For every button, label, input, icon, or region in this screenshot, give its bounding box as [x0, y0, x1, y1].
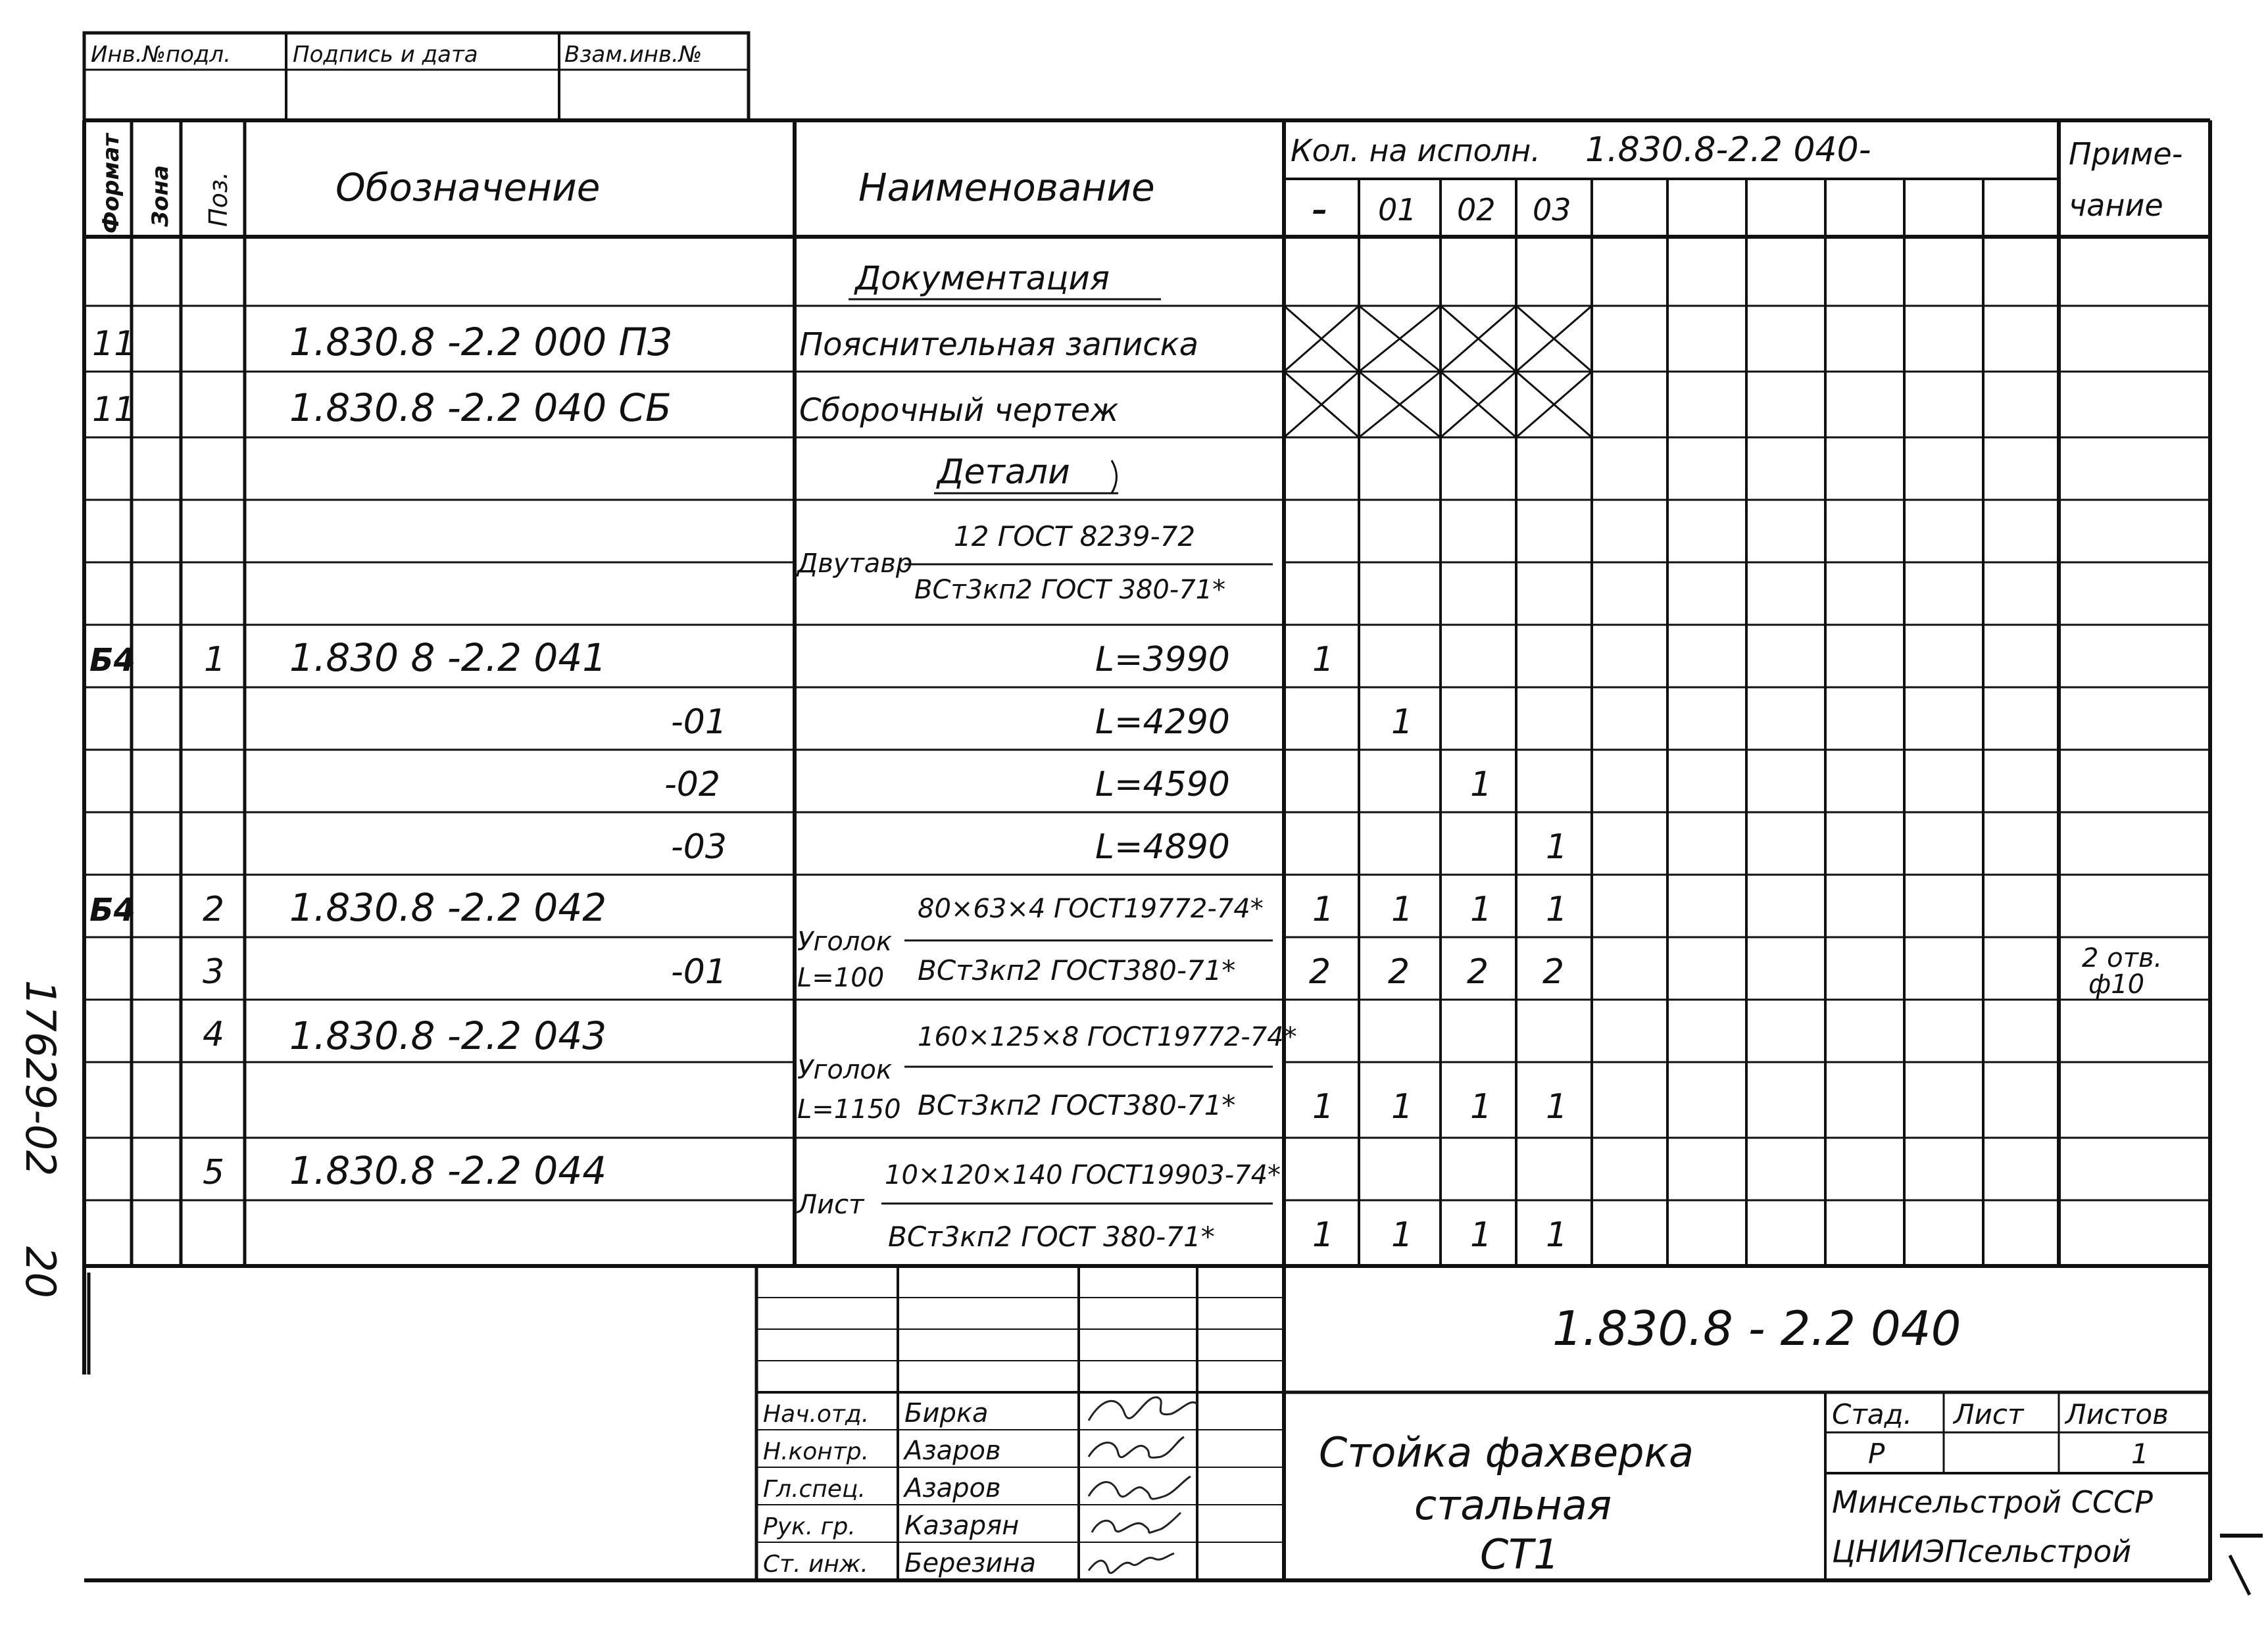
- header-note-line2: чание: [2069, 187, 2163, 223]
- part1b-suffix: -02: [664, 765, 720, 804]
- angle2-length: L=1150: [797, 1094, 901, 1125]
- stamp-signature-date-label: Подпись и дата: [293, 41, 478, 68]
- drawing-title-line3: СТ1: [1480, 1530, 1560, 1578]
- angle1-profile: 80×63×4 ГОСТ19772-74*: [918, 894, 1264, 924]
- part1a-length: L=4290: [1095, 702, 1230, 742]
- ibeam-profile: 12 ГОСТ 8239-72: [954, 520, 1196, 552]
- part5-designation: 1.830.8 -2.2 044: [289, 1148, 607, 1193]
- header-name: Наименование: [858, 165, 1155, 210]
- signatures: [1089, 1398, 1197, 1573]
- part1-qty-base: 1: [1312, 640, 1335, 679]
- part1-length: L=3990: [1095, 640, 1230, 679]
- part4-designation: 1.830.8 -2.2 043: [289, 1013, 607, 1058]
- angle1-steel: ВСт3кп2 ГОСТ380-71*: [918, 954, 1236, 986]
- header-format: Формат: [98, 134, 124, 233]
- part3-qty-base: 2: [1309, 952, 1331, 992]
- part1b-length: L=4590: [1095, 765, 1230, 804]
- part4-position: 4: [203, 1015, 225, 1054]
- role-chief-specialist: Гл.спец.: [763, 1476, 866, 1503]
- signature-3: [1089, 1476, 1191, 1499]
- doc2-designation: 1.830.8 -2.2 040 СБ: [289, 385, 672, 430]
- sheet-size: 10×120×140 ГОСТ19903-74*: [885, 1160, 1281, 1190]
- header-position: Поз.: [204, 171, 233, 227]
- part3-qty-03: 2: [1542, 952, 1565, 992]
- section-title-parts: Детали: [937, 452, 1070, 492]
- margin-archive-stamp: [16, 980, 89, 1375]
- part2-format: Б4: [89, 892, 136, 929]
- doc1-format: 11: [92, 324, 136, 364]
- part4-qty-01: 1: [1391, 1087, 1414, 1127]
- archive-code: 17629-02: [16, 980, 64, 1177]
- part1a-qty-01: 1: [1391, 702, 1414, 742]
- part5-qty-02: 1: [1470, 1215, 1492, 1255]
- header-variant-03: 03: [1533, 192, 1571, 228]
- doc1-designation: 1.830.8 -2.2 000 ПЗ: [289, 320, 672, 364]
- part2-position: 2: [203, 890, 225, 929]
- stage-value: Р: [1868, 1438, 1885, 1470]
- part5-qty-01: 1: [1391, 1215, 1414, 1255]
- part2-qty-base: 1: [1312, 890, 1335, 929]
- ibeam-label: Двутавр: [797, 548, 913, 579]
- role-group-leader: Рук. гр.: [763, 1513, 856, 1540]
- part1c-qty-03: 1: [1546, 827, 1568, 867]
- title-block: [756, 1266, 2210, 1580]
- doc1-name: Пояснительная записка: [799, 326, 1199, 363]
- role-standards-control: Н.контр.: [763, 1438, 870, 1465]
- drawing-title-line1: Стойка фахверка: [1319, 1428, 1694, 1476]
- angle2-label: Уголок: [797, 1055, 893, 1085]
- header-qty-code: 1.830.8-2.2 040-: [1585, 130, 1871, 170]
- table-header: [98, 130, 2182, 233]
- angle2-profile: 160×125×8 ГОСТ19772-74*: [918, 1022, 1297, 1052]
- part1c-length: L=4890: [1095, 827, 1230, 867]
- sheets-total-label: Листов: [2065, 1398, 2169, 1430]
- signature-4: [1092, 1513, 1181, 1532]
- organization-line1: Минсельстрой СССР: [1832, 1484, 2153, 1520]
- part2-qty-01: 1: [1391, 890, 1414, 929]
- bracket-mark: [1112, 460, 1117, 493]
- header-variant-02: 02: [1457, 192, 1496, 228]
- sheet-steel: ВСт3кп2 ГОСТ 380-71*: [888, 1221, 1215, 1253]
- document-number: 1.830.8 - 2.2 040: [1552, 1301, 1961, 1356]
- ibeam-steel: ВСт3кп2 ГОСТ 380-71*: [914, 575, 1226, 605]
- angle1-label: Уголок: [797, 927, 893, 957]
- header-designation: Обозначение: [335, 165, 601, 210]
- organization-line2: ЦНИИЭПсельстрой: [1832, 1534, 2132, 1569]
- part2-qty-02: 1: [1470, 890, 1492, 929]
- part1a-suffix: -01: [671, 702, 727, 742]
- drawing-title-line2: стальная: [1414, 1481, 1612, 1529]
- part1-format: Б4: [89, 642, 136, 679]
- signature-5: [1089, 1553, 1174, 1573]
- top-stamp: [84, 33, 749, 120]
- sheet-material-label: Лист: [797, 1190, 864, 1220]
- part3-note-holes: 2 отв.: [2082, 943, 2163, 973]
- stamp-replacement-inv-label: Взам.инв.№: [564, 41, 703, 68]
- stamp-inv-number-label: Инв.№подл.: [91, 41, 231, 68]
- part2-designation: 1.830.8 -2.2 042: [289, 885, 607, 930]
- signature-1: [1089, 1398, 1197, 1421]
- part5-qty-base: 1: [1312, 1215, 1335, 1255]
- name-standards-control: Азаров: [904, 1436, 1001, 1466]
- margin-marks: [2220, 1536, 2263, 1595]
- angle1-length: L=100: [797, 963, 885, 993]
- parts-section: [89, 452, 2162, 1255]
- role-head-of-department: Нач.отд.: [763, 1401, 870, 1428]
- part5-qty-03: 1: [1546, 1215, 1568, 1255]
- part3-suffix: -01: [671, 952, 727, 992]
- angle2-steel: ВСт3кп2 ГОСТ380-71*: [918, 1089, 1236, 1121]
- part1b-qty-02: 1: [1470, 765, 1492, 804]
- name-group-leader: Казарян: [904, 1511, 1020, 1541]
- archive-page: 20: [16, 1246, 64, 1298]
- part4-qty-02: 1: [1470, 1087, 1492, 1127]
- sheets-total-value: 1: [2131, 1438, 2149, 1470]
- part3-qty-02: 2: [1467, 952, 1489, 992]
- doc2-name: Сборочный чертеж: [799, 392, 1119, 429]
- role-senior-engineer: Ст. инж.: [763, 1551, 868, 1578]
- header-variant-base: –: [1312, 192, 1327, 228]
- section-title-documentation: Документация: [855, 259, 1110, 297]
- part4-qty-03: 1: [1546, 1087, 1568, 1127]
- part4-qty-base: 1: [1312, 1087, 1335, 1127]
- sheet-number-label: Лист: [1954, 1398, 2024, 1430]
- part1-position: 1: [204, 640, 226, 679]
- doc2-format: 11: [92, 390, 136, 429]
- part1-designation: 1.830 8 -2.2 041: [289, 635, 607, 680]
- header-qty-title: Кол. на исполн.: [1291, 133, 1541, 168]
- name-senior-engineer: Березина: [904, 1548, 1036, 1578]
- part3-qty-01: 2: [1388, 952, 1410, 992]
- name-chief-specialist: Азаров: [904, 1473, 1001, 1503]
- part3-note-diameter: ф10: [2088, 969, 2145, 1000]
- stage-label: Стад.: [1832, 1398, 1912, 1430]
- part1c-suffix: -03: [671, 827, 727, 867]
- part2-qty-03: 1: [1546, 890, 1568, 929]
- header-note-line1: Приме-: [2069, 136, 2183, 172]
- header-variant-01: 01: [1378, 192, 1417, 228]
- part5-position: 5: [203, 1153, 225, 1192]
- signature-2: [1089, 1437, 1184, 1457]
- documentation-section: [92, 259, 1198, 430]
- part3-position: 3: [203, 952, 225, 992]
- header-zone: Зона: [147, 165, 174, 227]
- name-head-of-department: Бирка: [904, 1398, 989, 1428]
